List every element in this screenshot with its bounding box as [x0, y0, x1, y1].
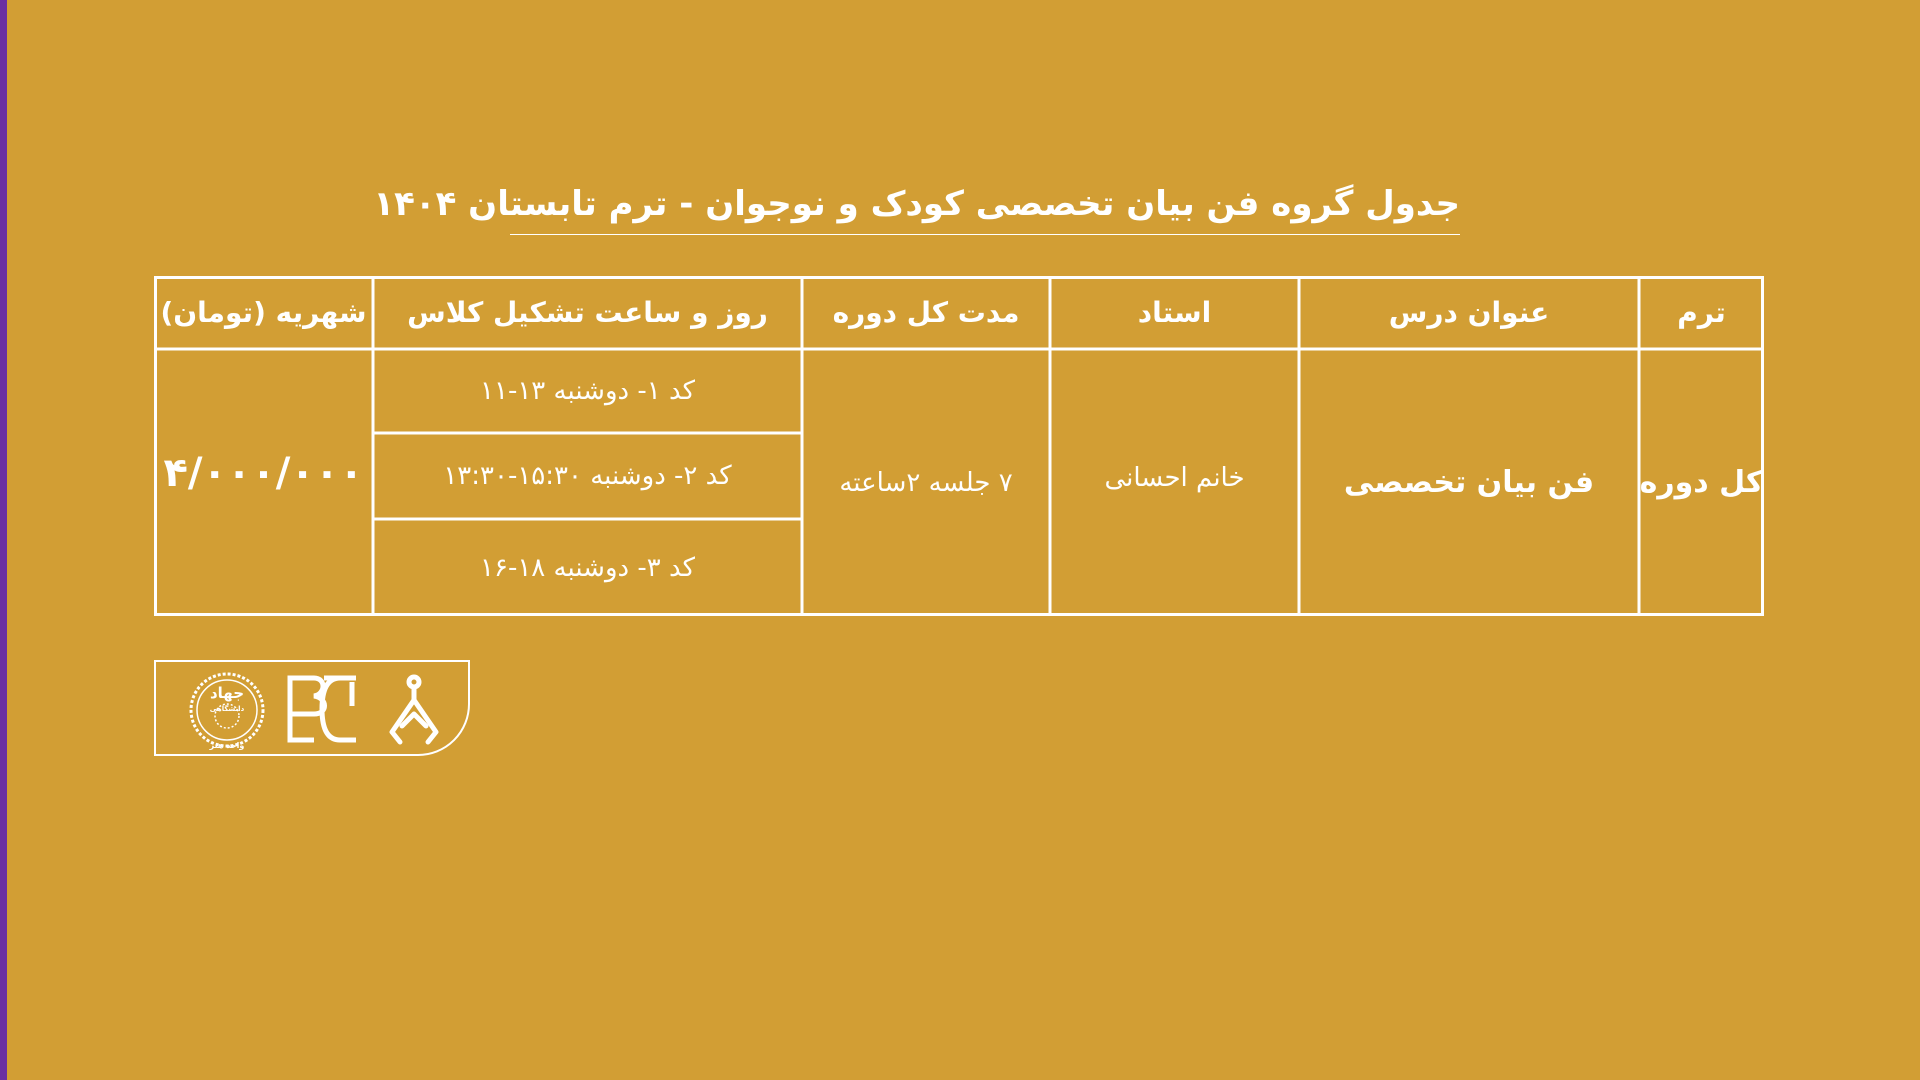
cell-schedule-3: کد ۳- دوشنبه ۱۸-۱۶ [480, 552, 695, 583]
cell-schedule-1: کد ۱- دوشنبه ۱۳-۱۱ [480, 376, 695, 406]
header-schedule: روز و ساعت تشکیل کلاس [407, 296, 768, 329]
header-fee: شهریه (تومان) [160, 296, 367, 329]
cell-term: کل دوره [1639, 465, 1764, 500]
title-underline [510, 234, 1460, 235]
cell-instructor: خانم احسانی [1104, 462, 1245, 493]
cell-course-title: فن بیان تخصصی [1343, 465, 1595, 500]
header-course-title: عنوان درس [1388, 296, 1550, 329]
logos-panel [154, 660, 470, 756]
cell-schedule-2: کد ۲- دوشنبه ۱۵:۳۰-۱۳:۳۰ [443, 461, 732, 491]
seal-text-bottom: واحد هنر [209, 741, 245, 750]
seal-logo-icon [188, 668, 266, 752]
compass-logo-icon [384, 672, 444, 748]
seal-text-mid: دانشگاهی [209, 705, 245, 713]
seal-text-top: جهاد [209, 684, 245, 702]
page-title: جدول گروه فن بیان تخصصی کودک و نوجوان - ترم تابستان ۱۴۰۴ [373, 184, 1460, 224]
course-table [154, 276, 1764, 616]
cell-fee: ۴/۰۰۰/۰۰۰ [163, 450, 364, 496]
monogram-logo-icon [286, 674, 360, 744]
header-term: ترم [1677, 296, 1726, 329]
header-duration: مدت کل دوره [832, 296, 1020, 329]
header-instructor: استاد [1137, 296, 1212, 329]
left-accent-stripe [0, 0, 7, 1080]
cell-duration: ۷ جلسه ۲ساعته [839, 467, 1013, 498]
